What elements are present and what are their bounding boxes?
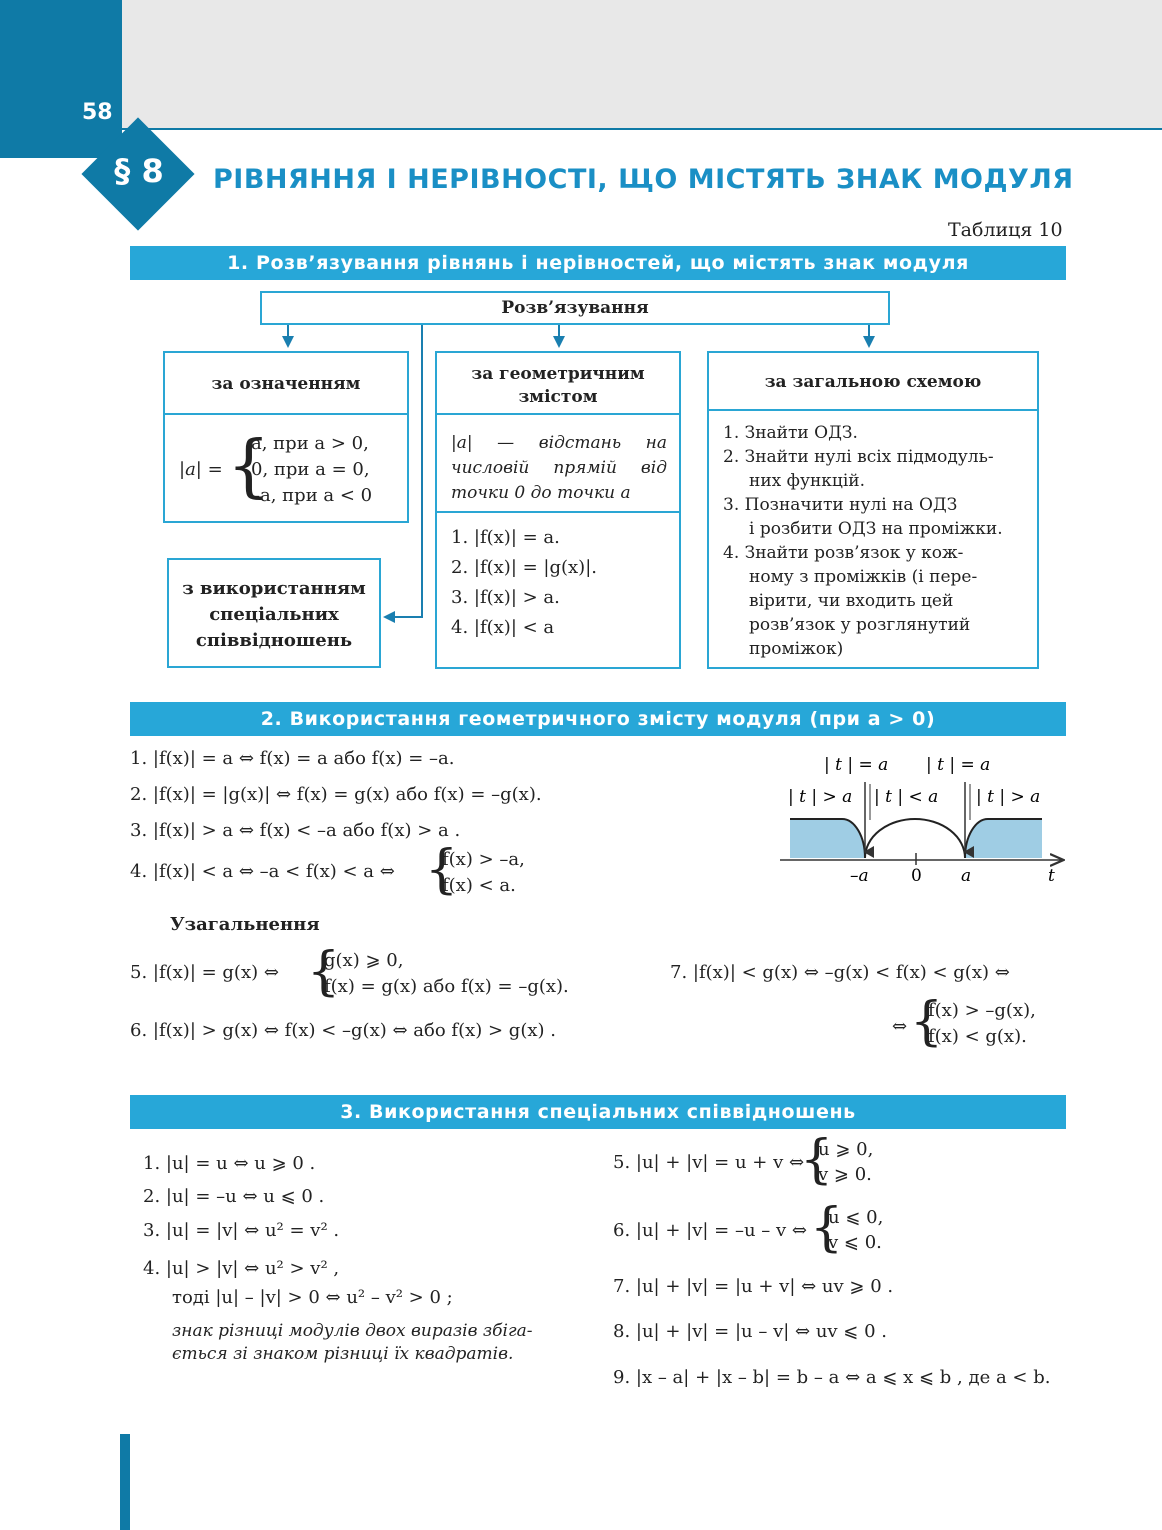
gen-line: 3. Позначити нулі на ОДЗ (723, 495, 958, 515)
footer-bar (120, 1434, 130, 1530)
special-line-1: з використанням (182, 578, 366, 599)
geo-item-2: 2. |f(x)| = |g(x)|. (451, 557, 597, 578)
diag-eq1: | t | = a (824, 755, 889, 775)
generalization-label: Узагальнення (170, 914, 320, 935)
arrow-down-icon (863, 336, 875, 348)
geo-item-4: 4. |f(x)| < a (451, 617, 555, 638)
s2-line5-sys-1: g(x) ⩾ 0, (324, 950, 404, 971)
header-background (0, 0, 1162, 130)
gen-header: за загальною схемою (764, 372, 982, 392)
curve-middle (865, 819, 965, 858)
s3-right5-sys-1: u ⩾ 0, (818, 1139, 874, 1160)
gen-line: вірити, чи входить цей (749, 591, 954, 611)
s3-right-6: 6. |u| + |v| = –u – v ⇔ (613, 1220, 807, 1241)
s2-line-4: 4. |f(x)| < a ⇔ –a < f(x) < a ⇔ (130, 861, 395, 882)
def-case-3: –a, при a < 0 (251, 485, 373, 506)
special-line-2: спеціальних (209, 604, 339, 625)
diag-eq2: | t | = a (926, 755, 991, 775)
tick-a: a (961, 866, 972, 886)
connector (394, 616, 423, 618)
s2-line4-sys-1: f(x) > –a, (442, 849, 525, 870)
brace: { (800, 1130, 834, 1190)
def-body-box (163, 413, 409, 523)
diag-r2: | t | < a (874, 787, 939, 807)
def-lhs: |a| = (179, 459, 223, 480)
geo-text: |a| — відстань на числовій прямій від точки 0 до точки a (451, 433, 667, 503)
tick-t: t (1048, 866, 1055, 886)
s3-right-5: 5. |u| + |v| = u + v ⇔ (613, 1152, 805, 1173)
s3-right-7: 7. |u| + |v| = |u + v| ⇔ uv ⩾ 0 . (613, 1276, 894, 1297)
brace: { (425, 840, 459, 900)
special-line-3: співвідношень (195, 630, 353, 651)
brace: { (810, 1198, 844, 1258)
s3-note-2: ється зі знаком різниці їх квадратів. (172, 1344, 514, 1364)
gen-line: і розбити ОДЗ на проміжки. (749, 519, 1003, 539)
table-label: Таблиця 10 (948, 219, 1063, 241)
s3-right6-sys-2: v ⩽ 0. (828, 1232, 882, 1253)
geo-item-3: 3. |f(x)| > a. (451, 587, 560, 608)
gen-line: проміжок) (749, 639, 844, 659)
def-case-1: a, при a > 0, (251, 433, 369, 454)
def-header: за означенням (211, 374, 361, 394)
gen-line: ному з проміжків (і пере- (749, 567, 978, 587)
page-number: 58 (82, 100, 113, 125)
diag-r1: | t | > a (788, 787, 853, 807)
gen-header-box (707, 351, 1039, 411)
s3-right-8: 8. |u| + |v| = |u – v| ⇔ uv ⩽ 0 . (613, 1321, 888, 1342)
s2-line7-sys-1: f(x) > –g(x), (928, 1000, 1036, 1021)
root-label: Розв’язування (501, 298, 649, 318)
def-header-box (163, 351, 409, 415)
header-tab (0, 0, 122, 158)
gen-line: розв’язок у розглянутий (749, 615, 971, 635)
s2-line7-sys-2: f(x) < g(x). (928, 1026, 1027, 1047)
s2-line-5: 5. |f(x)| = g(x) ⇔ (130, 962, 279, 983)
brace: { (910, 992, 944, 1052)
s2-line7-equiv: ⇔ (892, 1016, 908, 1037)
def-case-2: 0, при a = 0, (251, 459, 370, 480)
section2-bar: 2. Використання геометричного змісту модуля (при a > 0) (130, 702, 1066, 736)
s3-left-2: 2. |u| = –u ⇔ u ⩽ 0 . (143, 1186, 325, 1207)
number-line-diagram (770, 740, 1070, 890)
section1-bar: 1. Розв’язування рівнянь і нерівностей, що містять знак модуля (130, 246, 1066, 280)
s2-line4-sys-2: f(x) < a. (442, 875, 516, 896)
s3-left-5: тоді |u| – |v| > 0 ⇔ u² – v² > 0 ; (172, 1287, 453, 1308)
page-title: РІВНЯННЯ І НЕРІВНОСТІ, ЩО МІСТЯТЬ ЗНАК МОДУЛЯ (213, 164, 1074, 195)
s3-right6-sys-1: u ⩽ 0, (828, 1207, 884, 1228)
s2-line-3: 3. |f(x)| > a ⇔ f(x) < –a або f(x) > a . (130, 820, 461, 841)
gen-line: 1. Знайти ОДЗ. (723, 423, 858, 443)
s3-left-3: 3. |u| = |v| ⇔ u² = v² . (143, 1220, 340, 1241)
s3-right-9: 9. |x – a| + |x – b| = b – a ⇔ a ⩽ x ⩽ b , де a < b. (613, 1367, 1051, 1388)
geo-list-box (435, 511, 681, 669)
s2-line-6: 6. |f(x)| > g(x) ⇔ f(x) < –g(x) ⇔ або f(x) > g(x) . (130, 1020, 556, 1041)
brace: { (227, 427, 271, 506)
header-rule (122, 128, 1162, 130)
gen-line: них функцій. (749, 471, 866, 491)
geo-text-box (435, 413, 681, 513)
arrow-left-icon (383, 611, 395, 623)
geo-item-1: 1. |f(x)| = a. (451, 527, 560, 548)
special-box (167, 558, 381, 668)
arrow-down-icon (553, 336, 565, 348)
gen-body-box (707, 409, 1039, 669)
root-box (260, 291, 890, 325)
tick-neg-a: –a (850, 866, 869, 886)
s2-line-7: 7. |f(x)| < g(x) ⇔ –g(x) < f(x) < g(x) ⇔ (670, 962, 1010, 983)
s2-line5-sys-2: f(x) = g(x) або f(x) = –g(x). (324, 976, 569, 997)
s3-left-1: 1. |u| = u ⇔ u ⩾ 0 . (143, 1153, 316, 1174)
s3-right5-sys-2: v ⩾ 0. (818, 1164, 872, 1185)
s2-line-2: 2. |f(x)| = |g(x)| ⇔ f(x) = g(x) або f(x) = –g(x). (130, 784, 542, 805)
arrow-down-icon (282, 336, 294, 348)
geo-header-box (435, 351, 681, 415)
paragraph-number: § 8 (114, 152, 164, 190)
brace: { (307, 942, 341, 1002)
s2-line-1: 1. |f(x)| = a ⇔ f(x) = a або f(x) = –a. (130, 748, 455, 769)
s3-left-4: 4. |u| > |v| ⇔ u² > v² , (143, 1258, 340, 1279)
tick-zero: 0 (911, 866, 922, 886)
s3-note-1: знак різниці модулів двох виразів збіга- (172, 1321, 533, 1341)
gen-line: 4. Знайти розв’язок у кож- (723, 543, 964, 563)
gen-line: 2. Знайти нулі всіх підмодуль- (723, 447, 994, 467)
connector (421, 325, 423, 617)
diag-r3: | t | > a (976, 787, 1041, 807)
geo-header: за геометричним змістом (471, 364, 645, 407)
section3-bar: 3. Використання спеціальних співвідношень (130, 1095, 1066, 1129)
